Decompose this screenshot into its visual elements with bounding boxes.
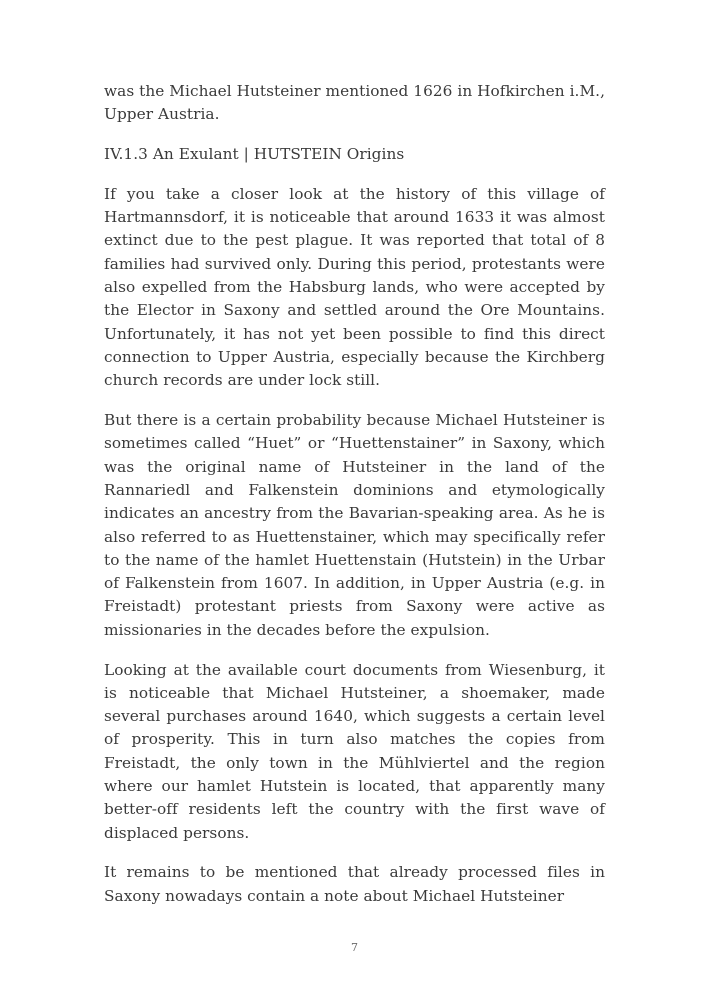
section-heading: IV.1.3 An Exulant | HUTSTEIN Origins: [104, 145, 405, 164]
paragraph-intro: was the Michael Hutsteiner mentioned 1626 in Hofkirchen i.M., Upper Austria.: [104, 82, 605, 124]
paragraph-probability: But there is a certain probability because Michael Hutsteiner is sometimes called “Huet” or “Huettenstainer” in Saxony, which was the original name of Hutsteiner in the land of the Rannariedl and Falkenstein dominions and etymologically indicates an ancestry from the Bavarian-speaking area. As he is also referred to as Huettenstainer, which may specifically refer to the name of the hamlet Huettenstain (Hutstein) in the Urbar of Falkenstein from 1607. In addition, in Upper Austria (e.g. in Freistadt) protestant priests from Saxony were active as missionaries in the decades before the expulsion.: [104, 411, 605, 639]
paragraph-hartmannsdorf: If you take a closer look at the history of this village of Hartmannsdorf, it is noticeable that around 1633 it was almost extinct due to the pest plague. It was reported that total of 8 families had survived only. During this period, protestants were also expelled from the Habsburg lands, who were accepted by the Elector in Saxony and settled around the Ore Mountains. Unfortunately, it has not yet been possible to find this direct connection to Upper Austria, especially because the Kirchberg church records are under lock still.: [104, 184, 605, 390]
paragraph-remains: It remains to be mentioned that already processed files in Saxony nowadays contain a note about Michael Hutsteiner: [104, 863, 605, 905]
page-body: [104, 80, 605, 925]
page-number: 7: [351, 941, 358, 954]
paragraph-wiesenburg: Looking at the available court documents from Wiesenburg, it is noticeable that Michael Hutsteiner, a shoemaker, made several purchases around 1640, which suggests a certain level of prosperity. This in turn also matches the copies from Freistadt, the only town in the Mühlviertel and the region where our hamlet Hutstein is located, that apparently many better-off residents left the country with the first wave of displaced persons.: [104, 660, 605, 842]
